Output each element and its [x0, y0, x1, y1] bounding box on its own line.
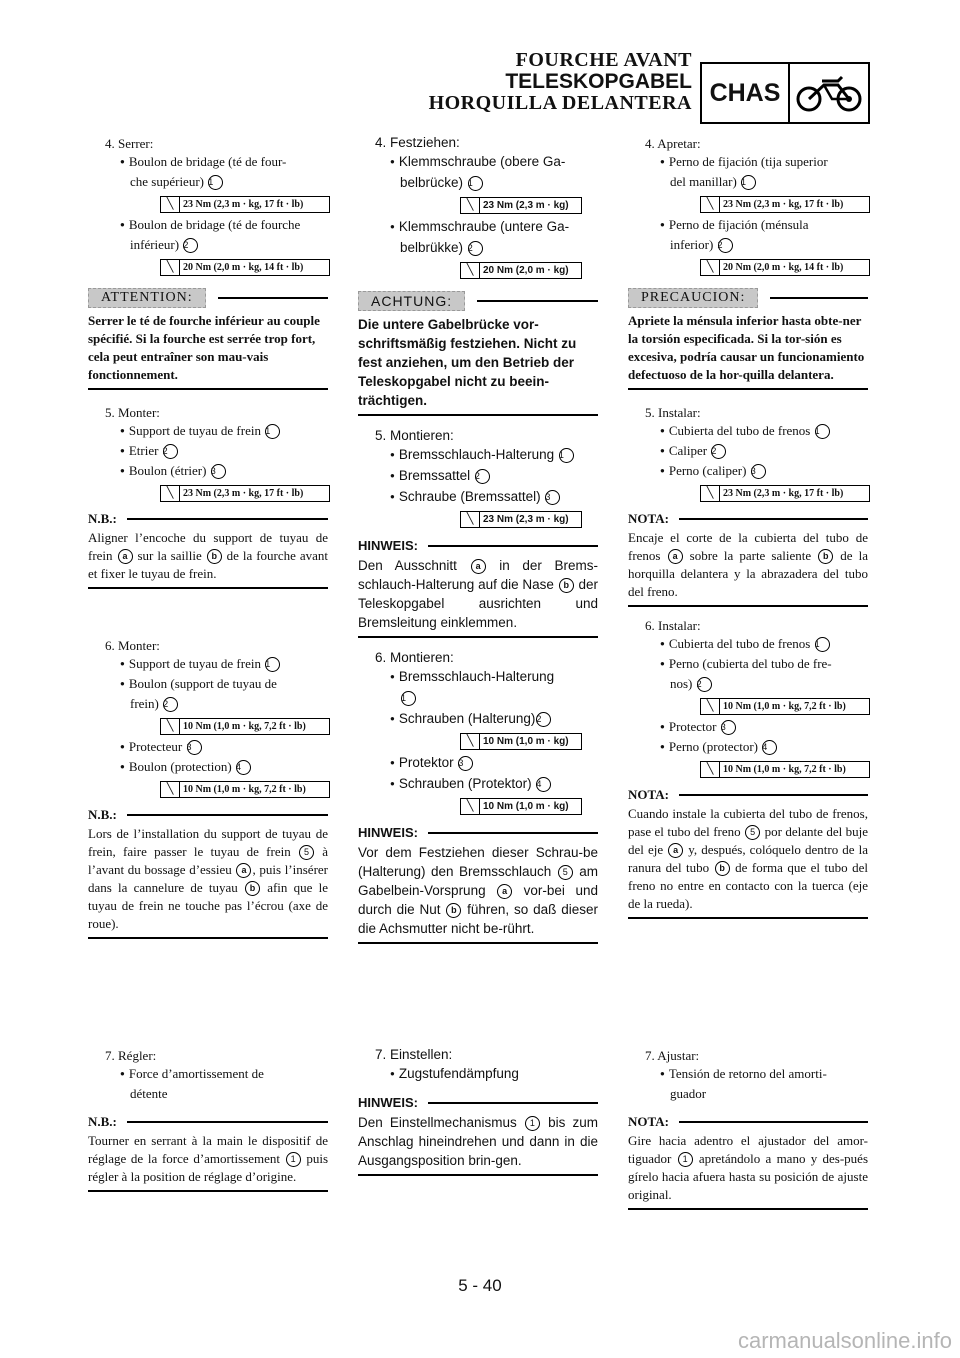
- fr-torque-4: ╲ 10 Nm (1,0 m · kg, 7,2 ft · lb): [160, 718, 330, 735]
- wrench-icon: ╲: [161, 782, 180, 797]
- fr-note-3: N.B.: Tourner en serrant à la main le dispositif de réglage de la force d’amortissement 1 puis régler à la position de réglage d’origine.: [88, 1113, 328, 1192]
- fr-torque-3: ╲ 23 Nm (2,3 m · kg, 17 ft · lb): [160, 485, 330, 502]
- fr-step-6: 6. Monter:: [105, 638, 160, 653]
- es-torque-3: ╲ 23 Nm (2,3 m · kg, 17 ft · lb): [700, 485, 870, 502]
- section-badge: [700, 62, 870, 124]
- fr-warning-label: ATTENTION:: [88, 288, 206, 308]
- wrench-icon: ╲: [701, 762, 720, 777]
- wrench-icon: ╲: [701, 197, 720, 212]
- fr-torque-2: ╲ 20 Nm (2,0 m · kg, 14 ft · lb): [160, 259, 330, 276]
- es-note-2: NOTA: Cuando instale la cubierta del tubo de frenos, pase el tubo del freno 5 por delante del buje del eje a y, después, colóquelo dentro de la ranura del tubo b de forma que el tubo del freno no entre en contacto con la tuerca (eje de la rueda).: [628, 786, 868, 919]
- de-torque-4: ╲ 10 Nm (1,0 m · kg): [460, 733, 582, 750]
- fr-step-7: 7. Régler:: [105, 1048, 157, 1063]
- wrench-icon: ╲: [461, 734, 480, 749]
- es-warning: PRECAUCION: Apriete la ménsula inferior hasta obte-ner la torsión especificada. Si la tor-sión es excesiva, podría causar un funcionamiento defectuoso de la hor-quilla delantera.: [628, 288, 868, 390]
- fr-warning: [88, 288, 328, 390]
- page-number: 5 - 40: [458, 1276, 502, 1295]
- es-step-7: 7. Ajustar:: [645, 1048, 700, 1063]
- es-note-3: NOTA: Gire hacia adentro el ajustador del amor-tiguador 1 apretándolo a mano y des-pués gírelo hacia afuera hasta su posición de ajuste original.: [628, 1113, 868, 1210]
- wrench-icon: ╲: [161, 719, 180, 734]
- de-step-4: 4. Festziehen:: [375, 135, 460, 150]
- de-torque-1: ╲ 23 Nm (2,3 m · kg): [460, 197, 582, 214]
- fr-note-2: N.B.: Lors de l’installation du support de tuyau de frein, faire passer le tuyau de frein 5 à l’avant du bossage d’essieu a , puis l’insérer dans la cannelure de tuyau b afin que le tuyau de frein ne touche pas l’écrou (axe de roue).: [88, 806, 328, 939]
- es-torque-5: ╲ 10 Nm (1,0 m · kg, 7,2 ft · lb): [700, 761, 870, 778]
- section-label: CHAS: [702, 64, 790, 122]
- fr-torque-1: ╲ 23 Nm (2,3 m · kg, 17 ft · lb): [160, 196, 330, 213]
- wrench-icon: ╲: [161, 486, 180, 501]
- column-french-lower: 7. Régler: ● Force d’amortissement de détente N.B.: Tourner en serrant à la main le dispositif de réglage de la force d’amortissement 1 puis régler à la position de réglage d’origine.: [88, 1047, 328, 1192]
- es-torque-4: ╲ 10 Nm (1,0 m · kg, 7,2 ft · lb): [700, 698, 870, 715]
- wrench-icon: ╲: [161, 197, 180, 212]
- es-torque-2: ╲ 20 Nm (2,0 m · kg, 14 ft · lb): [700, 259, 870, 276]
- column-german: 4. Festziehen: ● Klemmschraube (obere Ga- belbrücke) 1 ╲ 23 Nm (2,3 m · kg) ● Klemmschraube (untere Ga- belbrükke) 2 ╲ 20 Nm (2,0 m · kg) ACHTUNG: Die untere Gabelbrücke vor-schriftsmäßig festziehen. Nicht zu fest anziehen, um den Betrieb der Teleskopgabel nicht zu beein-trächtigen. 5. Montieren: ● Bremsschlauch-Halterung 1 ● Bremssattel 2 ● Schraube (Bremssattel) 3 ╲ 23 Nm (2,3 m · kg) HINWEIS: Den Ausschnitt a in der Brems-schlauch-Halterung auf die Nase b der Teleskopgabel ausrichten und Bremsleitung einklemmen. 6. Montieren: ● Bremsschlauch-Halterung 1 ● Schrauben (Halterung)2 ╲ 10 Nm (1,0 m · kg) ● Protektor 3 ● Schrauben (Protektor) 4 ╲ 10 Nm (1,0 m · kg) HINWEIS: Vor dem Festziehen dieser Schrau-be (Halterung) den Bremsschlauch 5 am Gabelbein-Vorsprung a vor-bei und durch die Nut b führen, so daß dieser die Achsmutter nicht be-rührt.: [358, 133, 598, 944]
- fr-note-1: N.B.: Aligner l’encoche du support de tuyau de frein a sur la saillie b de la fourche avant et fixer le tuyau de frein.: [88, 510, 328, 589]
- de-step-5: 5. Montieren:: [375, 428, 454, 443]
- de-note-2: HINWEIS: Vor dem Festziehen dieser Schrau-be (Halterung) den Bremsschlauch 5 am Gabelbein-Vorsprung a vor-bei und durch die Nut b führen, so daß dieser die Achsmutter nicht be-rührt.: [358, 823, 598, 944]
- de-note-1: HINWEIS: Den Ausschnitt a in der Brems-schlauch-Halterung auf die Nase b der Teleskopgabel ausrichten und Bremsleitung einklemmen.: [358, 536, 598, 638]
- motorcycle-icon: [790, 64, 868, 122]
- wrench-icon: ╲: [461, 799, 480, 814]
- es-step-5: 5. Instalar:: [645, 405, 701, 420]
- column-spanish-lower: 7. Ajustar: ● Tensión de retorno del amorti- guador NOTA: Gire hacia adentro el ajustador del amor-tiguador 1 apretándolo a mano y des-pués gírelo hacia afuera hasta su posición de ajuste original.: [628, 1047, 868, 1210]
- watermark: carmanualsonline.info: [737, 1328, 952, 1353]
- wrench-icon: ╲: [701, 260, 720, 275]
- wrench-icon: ╲: [701, 699, 720, 714]
- header-titles: [429, 50, 692, 114]
- wrench-icon: ╲: [461, 512, 480, 527]
- title-spanish: HORQUILLA DELANTERA: [428, 92, 692, 115]
- column-german-lower: 7. Einstellen: ● Zugstufendämpfung HINWEIS: Den Einstellmechanismus 1 bis zum Anschlag hineindrehen und dann in die Ausgangsposition brin-gen.: [358, 1045, 598, 1176]
- title-french: FOURCHE AVANT: [515, 49, 692, 71]
- de-note-3: HINWEIS: Den Einstellmechanismus 1 bis zum Anschlag hineindrehen und dann in die Ausgangsposition brin-gen.: [358, 1093, 598, 1176]
- wrench-icon: ╲: [161, 260, 180, 275]
- fr-step4-item1: ● Boulon de bridage (té de four-: [130, 153, 328, 173]
- fr-step-5: 5. Monter:: [105, 405, 160, 420]
- fr-step4-item2: ● Boulon de bridage (té de fourche: [130, 216, 328, 236]
- wrench-icon: ╲: [461, 198, 480, 213]
- fr-warning-text: Serrer le té de fourche inférieur au couple spécifié. Si la fourche est serrée trop fort, cela peut entraîner son mau-vais fonctionnement.: [88, 308, 328, 390]
- de-torque-5: ╲ 10 Nm (1,0 m · kg): [460, 798, 582, 815]
- de-torque-2: ╲ 20 Nm (2,0 m · kg): [460, 262, 582, 279]
- de-torque-3: ╲ 23 Nm (2,3 m · kg): [460, 511, 582, 528]
- es-torque-1: ╲ 23 Nm (2,3 m · kg, 17 ft · lb): [700, 196, 870, 213]
- es-step-6: 6. Instalar:: [645, 618, 701, 633]
- wrench-icon: ╲: [701, 486, 720, 501]
- fr-step-4: 4. Serrer:: [105, 136, 154, 151]
- title-german: TELESKOPGABEL: [505, 70, 692, 93]
- es-note-1: NOTA: Encaje el corte de la cubierta del tubo de frenos a sobre la parte saliente b de la horquilla delantera y la abrazadera del tubo del freno.: [628, 510, 868, 607]
- de-warning: ACHTUNG: Die untere Gabelbrücke vor-schriftsmäßig festziehen. Nicht zu fest anziehen, um den Betrieb der Teleskopgabel nicht zu beein-trächtigen.: [358, 291, 598, 416]
- es-step-4: 4. Apretar:: [645, 136, 701, 151]
- column-french: 4. Serrer: ● Boulon de bridage (té de four- che supérieur) 1 ╲ 23 Nm (2,3 m · kg, 17 ft · lb) ● Boulon de bridage (té de fourche inférieur) 2 ╲ 20 Nm (2,0 m · kg, 14 ft · lb) ATTENTION: Serrer le té de fourche inférieur au couple spécifié. Si la fourche est serrée trop fort, cela peut entraîner son mau-vais fonctionnement. 5. Monter: ● Support de tuyau de frein 1 ● Etrier 2 ● Boulon (étrier) 3 ╲ 23 Nm (2,3 m · kg, 17 ft · lb) N.B.: Aligner l’encoche du support de tuyau de frein a sur la saillie b de la fourche avant et fixer le tuyau de frein. 6. Monter: ● Support de tuyau de frein 1 ● Boulon (support de tuyau de frein) 2 ╲ 10 Nm (1,0 m · kg, 7,2 ft · lb) ● Protecteur 3 ● Boulon (protection) 4 ╲ 10 Nm (1,0 m · kg, 7,2 ft · lb) N.B.: Lors de l’installation du support de tuyau de frein, faire passer le tuyau de frein 5 à l’avant du bossage d’essieu a , puis l’insérer dans la cannelure de tuyau b afin que le tuyau de frein ne touche pas l’écrou (axe de roue).: [88, 135, 328, 939]
- wrench-icon: ╲: [461, 263, 480, 278]
- fr-torque-5: ╲ 10 Nm (1,0 m · kg, 7,2 ft · lb): [160, 781, 330, 798]
- de-step-6: 6. Montieren:: [375, 650, 454, 665]
- column-spanish: 4. Apretar: ● Perno de fijación (tija superior del manillar) 1 ╲ 23 Nm (2,3 m · kg, 17 ft · lb) ● Perno de fijación (ménsula inferior) 2 ╲ 20 Nm (2,0 m · kg, 14 ft · lb) PRECAUCION: Apriete la ménsula inferior hasta obte-ner la torsión especificada. Si la tor-sión es excesiva, podría causar un funcionamiento defectuoso de la hor-quilla delantera. 5. Instalar: ● Cubierta del tubo de frenos 1 ● Caliper 2 ● Perno (caliper) 3 ╲ 23 Nm (2,3 m · kg, 17 ft · lb) NOTA: Encaje el corte de la cubierta del tubo de frenos a sobre la parte saliente b de la horquilla delantera y la abrazadera del tubo del freno. 6. Instalar: ● Cubierta del tubo de frenos 1 ● Perno (cubierta del tubo de fre- nos) 2 ╲ 10 Nm (1,0 m · kg, 7,2 ft · lb) ● Protector 3 ● Perno (protector) 4 ╲ 10 Nm (1,0 m · kg, 7,2 ft · lb) NOTA: Cuando instale la cubierta del tubo de frenos, pase el tubo del freno 5 por delante del buje del eje a y, después, colóquelo dentro de la ranura del tubo b de forma que el tubo del freno no entre en contacto con la tuerca (eje de la rueda).: [628, 135, 868, 919]
- de-step-7: 7. Einstellen:: [375, 1047, 453, 1062]
